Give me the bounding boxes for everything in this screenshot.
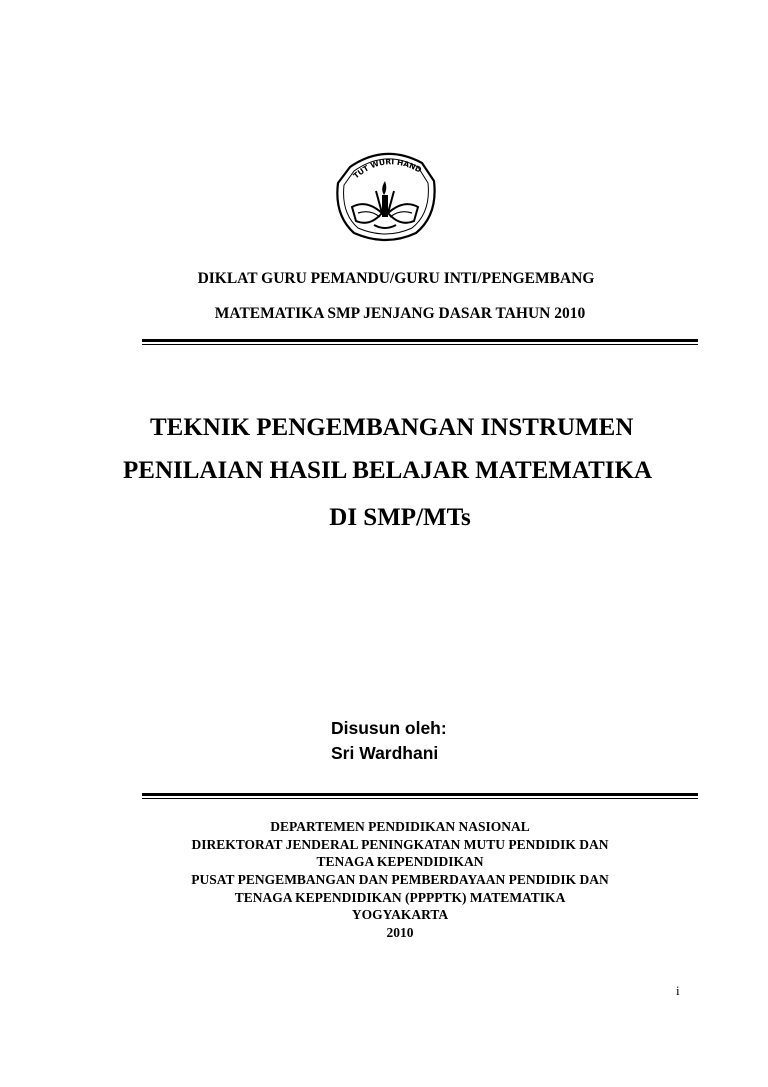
institution-line-6: YOGYAKARTA bbox=[351, 907, 449, 922]
institution-line-5: TENAGA KEPENDIDIKAN (PPPPTK) MATEMATIKA bbox=[234, 890, 566, 905]
page-number: i bbox=[676, 983, 680, 998]
institution-line-7: 2010 bbox=[386, 925, 414, 940]
header-line-2: MATEMATIKA SMP JENJANG DASAR TAHUN 2010 bbox=[214, 305, 586, 322]
top-divider bbox=[142, 339, 698, 345]
tut-wuri-handayani-logo bbox=[330, 135, 440, 245]
logo-motto: TUT WURI HAND bbox=[351, 157, 423, 181]
title-line-1: TEKNIK PENGEMBANGAN INSTRUMEN bbox=[150, 414, 634, 441]
author-label: Disusun oleh: bbox=[331, 718, 447, 738]
institution-line-3: TENAGA KEPENDIDIKAN bbox=[316, 854, 484, 869]
institution-line-4: PUSAT PENGEMBANGAN DAN PEMBERDAYAAN PENDIDIK DAN bbox=[191, 872, 609, 887]
institution-line-1: DEPARTEMEN PENDIDIKAN NASIONAL bbox=[270, 819, 530, 834]
bottom-divider bbox=[142, 793, 698, 799]
title-line-3: DI SMP/MTs bbox=[329, 504, 471, 531]
institution-line-2: DIREKTORAT JENDERAL PENINGKATAN MUTU PENDIDIK DAN bbox=[191, 837, 609, 852]
header-line-1: DIKLAT GURU PEMANDU/GURU INTI/PENGEMBANG bbox=[197, 270, 595, 287]
author-name: Sri Wardhani bbox=[331, 743, 439, 763]
title-line-2: PENILAIAN HASIL BELAJAR MATEMATIKA bbox=[123, 457, 653, 484]
tut-wuri-handayani-emblem-icon bbox=[330, 135, 440, 245]
